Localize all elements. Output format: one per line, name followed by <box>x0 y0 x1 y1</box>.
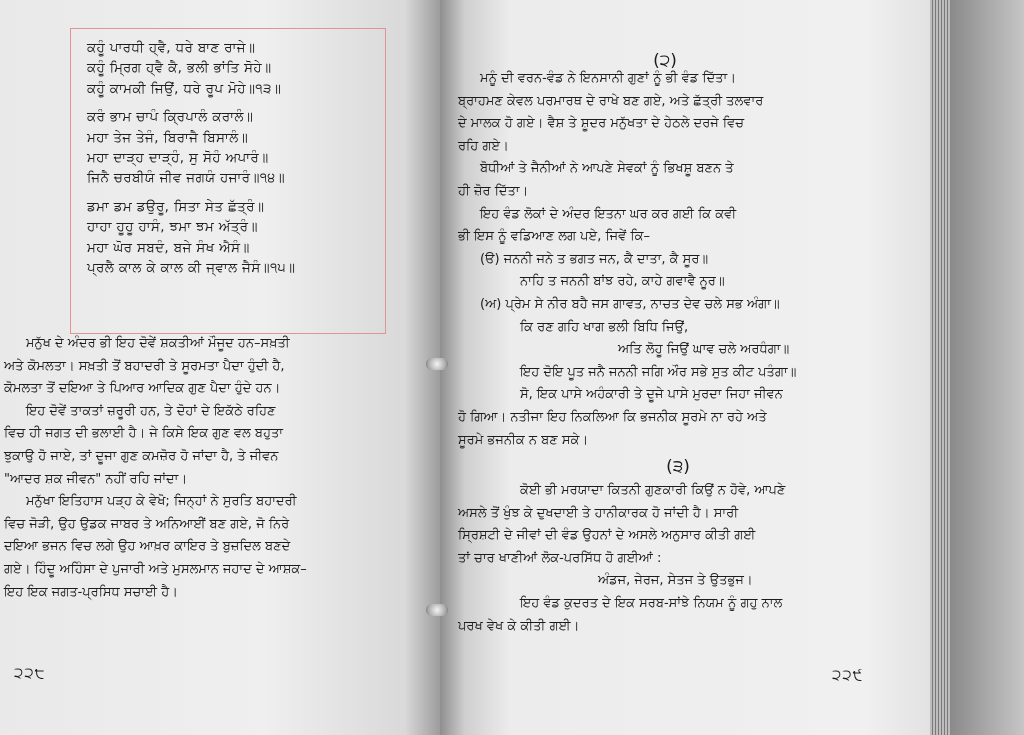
prose-line: ਰਹਿ ਗਏ। <box>458 138 509 154</box>
section-heading: (੩) <box>666 457 690 478</box>
prose-line: ਬ੍ਰਾਹਮਣ ਕੇਵਲ ਪਰਮਾਰਥ ਦੇ ਰਾਖੇ ਬਣ ਗਏ, ਅਤੇ ਛੱਤ੍ਰੀ ਤਲਵਾਰ <box>458 93 764 109</box>
quote-line: ਨਾਹਿ ਤ ਜਨਨੀ ਬਾਂਝ ਰਹੇ, ਕਾਹੇ ਗਵਾਵੈ ਨੂਰ॥ <box>520 274 725 290</box>
verse-line: ਕਹੂੰ ਕਾਮਕੀ ਜਿਉਂ, ਧਰੇ ਰੂਪ ਮੋਹੇ॥੧੩॥ <box>87 81 282 97</box>
prose-line: ਵਿਚ ਹੀ ਜਗਤ ਦੀ ਭਲਾਈ ਹੈ। ਜੇ ਕਿਸੇ ਇਕ ਗੁਣ ਵਲ ਬਹੁਤਾ <box>4 426 284 442</box>
prose-line: ਇਹ ਦੋਵੇਂ ਤਾਕਤਾਂ ਜ਼ਰੂਰੀ ਹਨ, ਤੇ ਦੋਹਾਂ ਦੇ ਇਕੱਠੇ ਰਹਿਣ <box>26 403 276 419</box>
binding-clip <box>426 358 448 370</box>
prose-line: ਦੇ ਮਾਲਕ ਹੋ ਗਏ। ਵੈਸ਼ ਤੇ ਸ਼ੂਦਰ ਮਨੁੱਖਤਾ ਦੇ ਹੇਠਲੇ ਦਰਜੇ ਵਿਚ <box>458 116 744 132</box>
quote-line: (ਅ) ਪ੍ਰੇਮ ਸੇ ਨੀਰ ਬਹੈ ਜਸ ਗਾਵਤ, ਨਾਚਤ ਦੇਵ ਚਲੇ ਸਭ ਅੰਗਾ॥ <box>480 296 780 312</box>
page-number: ੨੨੮ <box>14 664 46 682</box>
prose-line: ਝੁਕਾਉ ਹੋ ਜਾਏ, ਤਾਂ ਦੂਜਾ ਗੁਣ ਕਮਜ਼ੋਰ ਹੋ ਜਾਂਦਾ ਹੈ, ਤੇ ਜੀਵਨ <box>4 448 279 464</box>
prose-line: ਮਨੁੱਖਾ ਇਤਿਹਾਸ ਪੜ੍ਹ ਕੇ ਵੇਖੋ; ਜਿਨ੍ਹਾਂ ਨੇ ਸੁਰਤਿ ਬਹਾਦਰੀ <box>26 494 297 510</box>
verse-line: ਹਾਹਾ ਹੂਹੂ ਹਾਸੰ, ਝਮਾ ਝਮ ਅੱਤ੍ਰੰ॥ <box>87 220 258 236</box>
prose-line: ਸ੍ਰਿਸ਼ਟੀ ਦੇ ਜੀਵਾਂ ਦੀ ਵੰਡ ਉਹਨਾਂ ਦੇ ਅਸਲੇ ਅਨੁਸਾਰ ਕੀਤੀ ਗਈ <box>458 528 756 544</box>
section-heading: (੨) <box>653 51 677 71</box>
page-number: ੨੨੯ <box>832 666 864 684</box>
backdrop <box>950 0 1024 735</box>
left-page <box>0 0 440 735</box>
prose-line: ਮਨੂੰ ਦੀ ਵਰਨ-ਵੰਡ ਨੇ ਇਨਸਾਨੀ ਗੁਣਾਂ ਨੂੰ ਭੀ ਵੰਡ ਦਿੱਤਾ। <box>480 71 736 86</box>
page-edges <box>930 0 950 735</box>
prose-line: ਇਹ ਵੰਡ ਕੁਦਰਤ ਦੇ ਇਕ ਸਰਬ-ਸਾਂਝੇ ਨਿਯਮ ਨੂੰ ਗਹੁ ਨਾਲ <box>520 596 783 612</box>
prose-line: ਹੀ ਜ਼ੋਰ ਦਿੱਤਾ। <box>458 183 529 199</box>
prose-line: ਦਇਆ ਭਜਨ ਵਿਚ ਲਗੇ ਉਹ ਆਖ਼ਰ ਕਾਇਰ ਤੇ ਬੁਜ਼ਦਿਲ ਬਣਦੇ <box>4 539 291 555</box>
verse-line: ਪ੍ਰਲੈ ਕਾਲ ਕੇ ਕਾਲ ਕੀ ਜ੍ਵਾਲ ਜੈਸੰ॥੧੫॥ <box>87 261 296 277</box>
quote-line: ਅਤਿ ਲੋਹੂ ਜਿਉਂ ਘਾਵ ਚਲੇ ਅਰਧੰਗਾ॥ <box>618 342 790 358</box>
quote-line: (ੳ) ਜਨਨੀ ਜਨੇ ਤ ਭਗਤ ਜਨ, ਕੈ ਦਾਤਾ, ਕੈ ਸੂਰ॥ <box>480 251 709 267</box>
verse-line: ਜਿਨੈ ਚਰਬੀਯੰ ਜੀਵ ਜਗਯੰ ਹਜਾਰੰ॥੧੪॥ <box>87 171 285 187</box>
prose-line: ਇਹ ਵੰਡ ਲੋਕਾਂ ਦੇ ਅੰਦਰ ਇਤਨਾ ਘਰ ਕਰ ਗਈ ਕਿ ਕਵੀ <box>480 206 737 222</box>
prose-line: ਅਸਲੇ ਤੋਂ ਖੁੰਝ ਕੇ ਦੁਖਦਾਈ ਤੇ ਹਾਨੀਕਾਰਕ ਹੋ ਜਾਂਦੀ ਹੈ। ਸਾਰੀ <box>458 505 739 521</box>
verse-line: ਮਹਾ ਘੋਰ ਸਬਦੰ, ਬਜੇ ਸੰਖ ਐਸੰ॥ <box>87 240 250 256</box>
left-prose <box>4 333 434 604</box>
verse-block <box>70 28 386 334</box>
binding-clip <box>426 604 448 616</box>
verse-line: ਕਰੰ ਭਾਮ ਚਾਪੰ ਕ੍ਰਿਪਾਲੰ ਕਰਾਲੰ॥ <box>87 110 254 126</box>
prose-line: ਪਰਖ ਵੇਖ ਕੇ ਕੀਤੀ ਗਈ। <box>458 618 580 634</box>
prose-line: ਭੀ ਇਸ ਨੂੰ ਵਡਿਆਣ ਲਗ ਪਏ, ਜਿਵੇਂ ਕਿ– <box>458 229 650 245</box>
quote-line: ਕਿ ਰਣ ਗਹਿ ਖਾਗ ਭਲੀ ਬਿਧਿ ਜਿਉਂ, <box>520 319 689 335</box>
verse-line: ਮਹਾ ਤੇਜ ਤੇਜੰ, ਬਿਰਾਜੈ ਬਿਸਾਲੰ॥ <box>87 130 249 146</box>
prose-line: ਅੰਡਜ, ਜੇਰਜ, ਸੇਤਜ ਤੇ ਉਤਭੁਜ। <box>598 573 753 589</box>
prose-line: ਵਿਚ ਜੋੜੀ, ਉਹ ਉਡਕ ਜਾਬਰ ਤੇ ਅਨਿਆਈਂ ਬਣ ਗਏ, ਜੋ ਨਿਰੇ <box>4 516 290 532</box>
prose-line: ਸੋ, ਇਕ ਪਾਸੇ ਅਹੰਕਾਰੀ ਤੇ ਦੂਜੇ ਪਾਸੇ ਮੁਰਦਾ ਜਿਹਾ ਜੀਵਨ <box>520 387 783 403</box>
verse-line: ਮਹਾ ਦਾੜ੍ਹ ਦਾੜ੍ਹੰ, ਸੁ ਸੋਹੰ ਅਪਾਰੰ॥ <box>87 151 269 167</box>
prose-line: ਬੋਧੀਆਂ ਤੇ ਜੈਨੀਆਂ ਨੇ ਆਪਣੇ ਸੇਵਕਾਂ ਨੂੰ ਭਿਖਸ਼ੂ ਬਣਨ ਤੇ <box>480 161 734 177</box>
prose-line: ਅਤੇ ਕੋਮਲਤਾ। ਸਖ਼ਤੀ ਤੋਂ ਬਹਾਦਰੀ ਤੇ ਸੂਰਮਤਾ ਪੈਦਾ ਹੁੰਦੀ ਹੈ, <box>4 358 285 374</box>
verse-line: ਕਹੂੰ ਮ੍ਰਿਗ ਹ੍ਵੈ ਕੈ, ਭਲੀ ਭਾਂਤਿ ਸੋਹੇ॥ <box>87 61 272 77</box>
prose-line: ਗਏ। ਹਿੰਦੂ ਅਹਿੰਸਾ ਦੇ ਪੁਜਾਰੀ ਅਤੇ ਮੁਸਲਮਾਨ ਜਹਾਦ ਦੇ ਆਸ਼ਕ– <box>4 561 307 577</box>
prose-line: ਤਾਂ ਚਾਰ ਖਾਣੀਆਂ ਲੋਕ-ਪਰਸਿੱਧ ਹੋ ਗਈਆਂ : <box>458 550 662 566</box>
verse-line: ਡਮਾ ਡਮ ਡਉਰੂ, ਸਿਤਾ ਸੇਤ ਛੱਤ੍ਰੰ॥ <box>87 199 265 215</box>
prose-line: ਸੂਰਮੇ ਭਜਨੀਕ ਨ ਬਣ ਸਕੇ। <box>458 432 589 448</box>
verse-line: ਕਹੂੰ ਪਾਰਧੀ ਹ੍ਵੈ, ਧਰੇ ਬਾਣ ਰਾਜੇ॥ <box>87 41 256 56</box>
prose-line: ਕੋਈ ਭੀ ਮਰਯਾਦਾ ਕਿਤਨੀ ਗੁਣਕਾਰੀ ਕਿਉਂ ਨ ਹੋਵੇ, ਆਪਣੇ <box>520 483 786 499</box>
prose-line: ਕੋਮਲਤਾ ਤੋਂ ਦਇਆ ਤੇ ਪਿਆਰ ਆਦਿਕ ਗੁਣ ਪੈਦਾ ਹੁੰਦੇ ਹਨ। <box>4 381 281 397</box>
prose-line: ਹੋ ਗਿਆ। ਨਤੀਜਾ ਇਹ ਨਿਕਲਿਆ ਕਿ ਭਜਨੀਕ ਸੂਰਮੇ ਨਾ ਰਹੇ ਅਤੇ <box>458 409 767 425</box>
prose-line: "ਆਦਰ ਸ਼ਕ ਜੀਵਨ" ਨਹੀਂ ਰਹਿ ਜਾਂਦਾ। <box>4 471 188 487</box>
prose-line: ਇਹ ਇਕ ਜਗਤ-ਪ੍ਰਸਿਧ ਸਚਾਈ ਹੈ। <box>4 584 178 600</box>
quote-line: ਇਹ ਦੋਇ ਪੂਤ ਜਨੈ ਜਨਨੀ ਜਗਿ ਔਰ ਸਭੇ ਸੁਤ ਕੀਟ ਪਤੰਗਾ॥ <box>520 364 797 380</box>
prose-line: ਮਨੁੱਖ ਦੇ ਅੰਦਰ ਭੀ ਇਹ ਦੋਵੇਂ ਸ਼ਕਤੀਆਂ ਮੌਜੂਦ ਹਨ–ਸਖ਼ਤੀ <box>26 336 290 351</box>
right-prose <box>458 68 898 638</box>
